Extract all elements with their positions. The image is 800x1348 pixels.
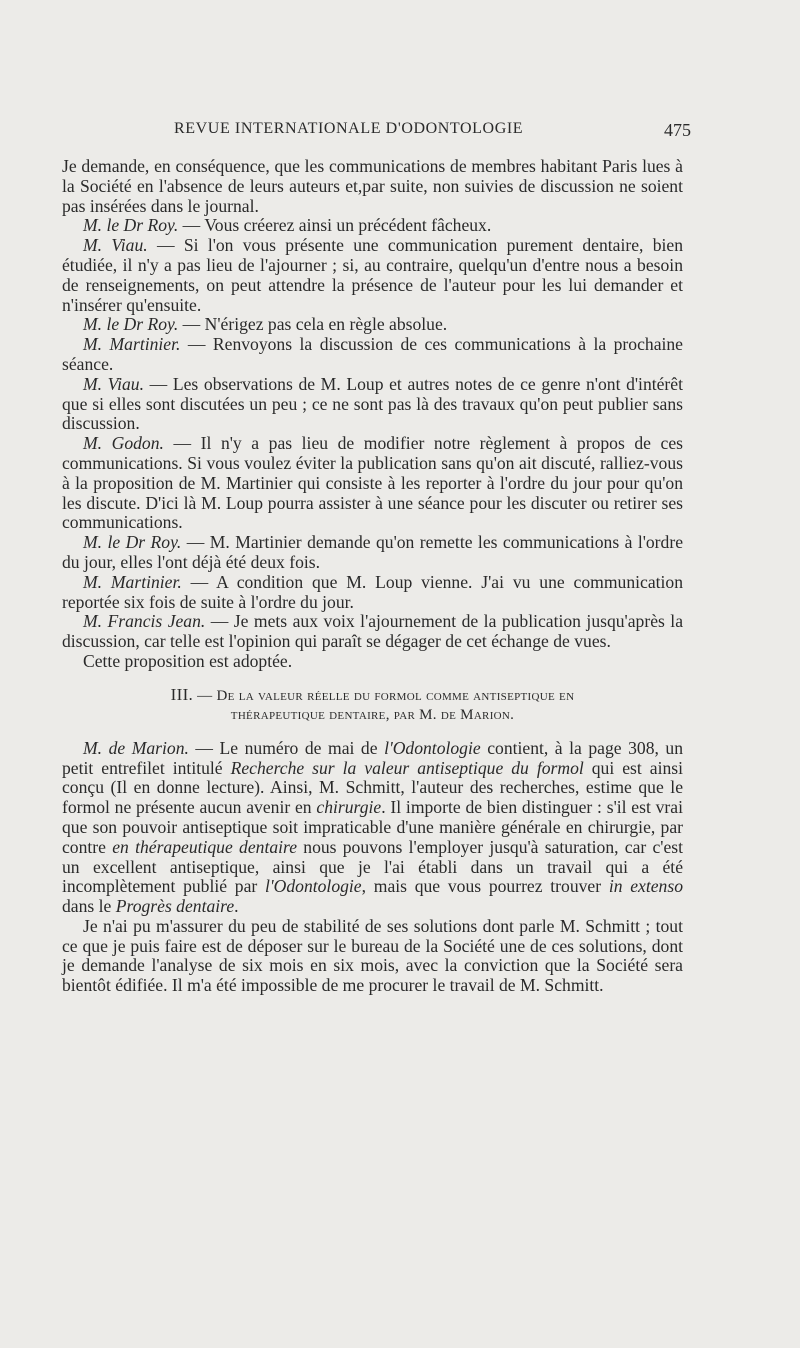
section-title-line2: thérapeutique dentaire, par M. de Marion. (230, 706, 515, 723)
paragraph: Je demande, en conséquence, que les communications de membres habitant Paris lues à la Société en l'absence de leurs auteurs et,par suite, non suivies de discussion ne soient pas insérées dans le journal. (62, 156, 683, 216)
speech-text: , mais que vous pourrez trouver (361, 876, 609, 897)
speech-text: dans le (62, 896, 116, 917)
article-title: Recherche sur la valeur antiseptique du formol (230, 757, 584, 778)
speech-text: nous pouvons l'employer jusqu'à saturation, car c'est un excellent antiseptique, ainsi que je l'ai établi dans un travail qui a été incomplètement publié par (62, 836, 684, 897)
paragraph (62, 216, 683, 236)
paragraph (62, 335, 683, 375)
journal-title: l'Odontologie (384, 737, 481, 758)
speaker-name: M. Martinier. (83, 334, 181, 355)
paragraph (62, 612, 683, 652)
speech-text: . Il importe de bien distinguer : s'il est vrai que son pouvoir antiseptique soit impraticable d'une manière générale en chirurgie, par contre (62, 797, 683, 857)
speech-text: — M. Martinier demande qu'on remette les communications à l'ordre du jour, elles l'ont déjà été deux fois. (62, 532, 684, 572)
page-number: 475 (664, 120, 691, 140)
paragraph (62, 739, 683, 917)
speech-text: . (234, 896, 239, 917)
speech-text: — Si l'on vous présente une communication purement dentaire, bien étudiée, il n'y a pas lieu de l'ajourner ; si, au contraire, quelqu'un d'entre nous a besoin de renseignements, on peut attendre la présence de l'auteur pour les lui demander et n'insérer qu'ensuite. (62, 235, 683, 315)
speaker-name: M. Godon. (83, 433, 164, 454)
paragraph (62, 236, 683, 315)
italic-term: en thérapeutique dentaire (112, 836, 298, 857)
speaker-name: M. de Marion. (83, 737, 189, 758)
speaker-name: M. Martinier. (83, 571, 182, 592)
italic-term: in extenso (608, 876, 684, 897)
speech-text: contient, à la page 308, un petit entrefilet intitulé (62, 737, 684, 778)
body-text (62, 157, 683, 996)
speaker-name: M. Viau. (83, 373, 145, 394)
paragraph (62, 375, 683, 434)
speech-text: — A condition que M. Loup vienne. J'ai vu une communication reportée six fois de suite à l'ordre du jour. (62, 571, 683, 612)
speech-text: — Les observations de M. Loup et autres notes de ce genre n'ont d'intérêt que si elles sont discutées un peu ; ce ne sont pas là des travaux qu'on peut publier sans discussion. (62, 373, 683, 434)
paragraph (62, 573, 683, 613)
speaker-name: M. le Dr Roy. (83, 314, 179, 335)
section-title-line1: — De la valeur réelle du formol comme antiseptique en (193, 687, 575, 704)
section-number: III. (170, 684, 194, 704)
speaker-name: M. le Dr Roy. (83, 532, 182, 553)
speech-text: — Il n'y a pas lieu de modifier notre règlement à propos de ces communications. Si vous voulez éviter la publication sans qu'on ait discuté, ralliez-vous à la proposition de M. Martinier qui consiste à les reporter à l'ordre du jour pour qu'on les discute. D'ici là M. Loup pourra assister à une séance pour les discuter ou retirer ses communications. (62, 433, 684, 533)
journal-title: Progrès dentaire (115, 896, 235, 917)
speech-text: — Vous créerez ainsi un précédent fâcheux. (178, 215, 492, 236)
speech-text: — Je mets aux voix l'ajournement de la publication jusqu'après la discussion, car telle est l'opinion qui paraît se dégager de cet échange de vues. (62, 611, 683, 652)
italic-term: chirurgie (316, 797, 382, 818)
speaker-name: M. le Dr Roy. (83, 215, 179, 236)
paragraph (62, 315, 683, 335)
section-heading (62, 685, 683, 725)
speech-text: — N'érigez pas cela en règle absolue. (178, 314, 448, 335)
paragraph: Je n'ai pu m'assurer du peu de stabilité de ses solutions dont parle M. Schmitt ; tout ce que je puis faire est de déposer sur le bureau de la Société une de ces solutions, dont je demande l'analyse de six mois en six mois, avec la conviction que la Société sera bientôt édifiée. Il m'a été impossible de me procurer le travail de M. Schmitt. (62, 915, 683, 996)
speaker-name: M. Viau. (83, 235, 148, 256)
running-title: REVUE INTERNATIONALE D'ODONTOLOGIE (174, 120, 524, 137)
speech-text: qui est ainsi conçu (Il en donne lecture). Ainsi, M. Schmitt, l'auteur des recherches, estime que le formol ne présente aucun avenir en (62, 757, 683, 818)
paragraph (62, 434, 683, 533)
speech-text: — Le numéro de mai de (188, 737, 385, 758)
paragraph (62, 533, 683, 573)
page-header (62, 120, 691, 144)
speech-text: — Renvoyons la discussion de ces communications à la prochaine séance. (62, 334, 683, 374)
speaker-name: M. Francis Jean. (83, 611, 206, 632)
paragraph: Cette proposition est adoptée. (83, 650, 293, 671)
journal-title: l'Odontologie (265, 876, 362, 897)
